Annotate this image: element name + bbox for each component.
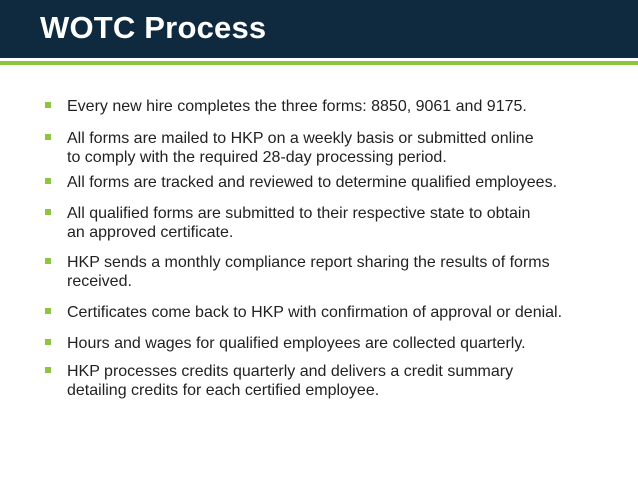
bullet-text-line: All forms are tracked and reviewed to determine qualified employees. (67, 174, 558, 191)
square-bullet-icon (45, 258, 51, 264)
square-bullet-icon (45, 209, 51, 215)
bullet-list (44, 97, 624, 400)
bullet-text-line: HKP processes credits quarterly and delivers a credit summary (67, 363, 514, 380)
bullet-item (44, 97, 624, 116)
square-bullet-icon (45, 339, 51, 345)
accent-divider (0, 61, 638, 65)
square-bullet-icon (45, 134, 51, 140)
bullet-text-line: Every new hire completes the three forms: 8850, 9061 and 9175. (67, 98, 527, 115)
bullet-text-line: an approved certificate. (67, 224, 234, 241)
bullet-item (44, 303, 624, 322)
square-bullet-icon (45, 367, 51, 373)
bullet-item (44, 129, 624, 167)
bullet-text-line: All qualified forms are submitted to their respective state to obtain (67, 205, 531, 222)
bullet-item (44, 362, 624, 400)
slide-header (0, 0, 638, 58)
bullet-item (44, 204, 624, 242)
bullet-item (44, 334, 624, 353)
bullet-item (44, 253, 624, 291)
bullet-text-line: received. (67, 273, 132, 290)
bullet-text-line: detailing credits for each certified employee. (67, 382, 380, 399)
square-bullet-icon (45, 102, 51, 108)
slide-title: WOTC Process (40, 10, 267, 45)
bullet-text-line: Certificates come back to HKP with confirmation of approval or denial. (67, 304, 563, 321)
bullet-item (44, 173, 624, 192)
square-bullet-icon (45, 178, 51, 184)
square-bullet-icon (45, 308, 51, 314)
bullet-text-line: All forms are mailed to HKP on a weekly basis or submitted online (67, 130, 534, 147)
bullet-text-line: HKP sends a monthly compliance report sharing the results of forms (67, 254, 550, 271)
bullet-text-line: Hours and wages for qualified employees are collected quarterly. (67, 335, 526, 352)
bullet-text-line: to comply with the required 28-day processing period. (67, 149, 447, 166)
